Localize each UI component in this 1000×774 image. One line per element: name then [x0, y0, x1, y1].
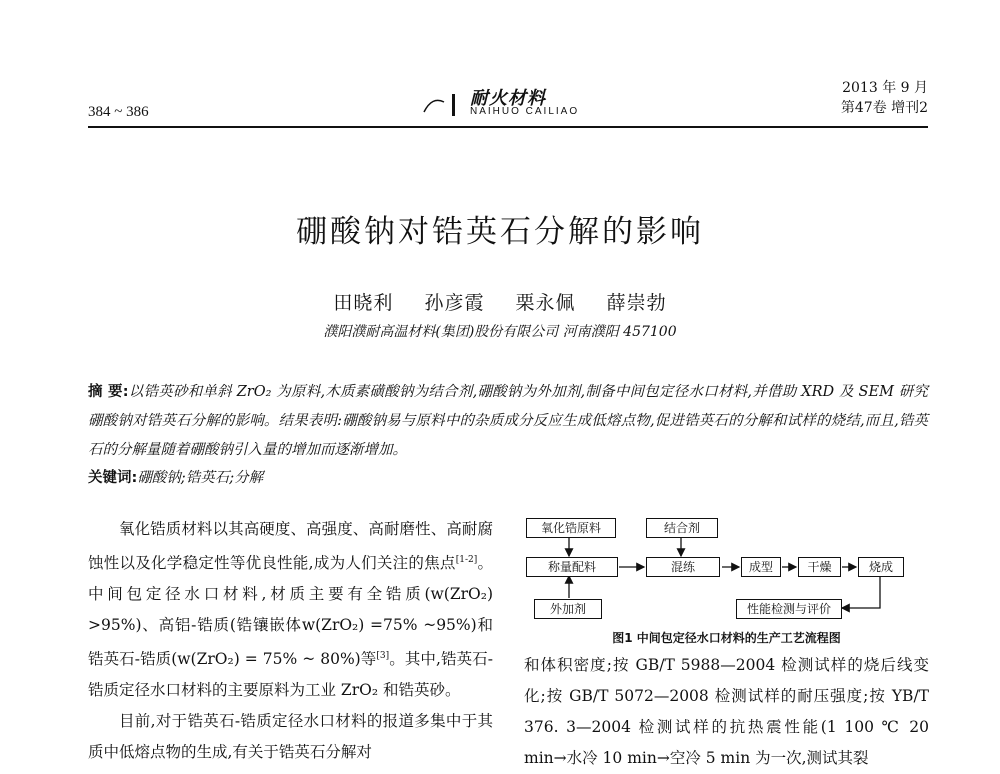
box-weighing: 称量配料 — [526, 557, 618, 577]
box-zirconia: 氧化锆原料 — [526, 518, 616, 538]
box-additive: 外加剂 — [534, 599, 602, 619]
text-run: 。其中,锆英石-锆质定径水口材料的主要原料为工业 ZrO₂ 和锆英砂。 — [88, 650, 493, 700]
figure-caption: 图1 中间包定径水口材料的生产工艺流程图 — [612, 631, 841, 645]
keywords-label: 关键词: — [88, 470, 138, 486]
process-flowchart — [524, 510, 929, 628]
citation: [1-2] — [455, 555, 478, 565]
box-testing: 性能检测与评价 — [736, 599, 842, 619]
page-range: 384 ~ 386 — [88, 104, 149, 120]
affiliation: 濮阳濮耐高温材料(集团)股份有限公司 河南濮阳 457100 — [323, 324, 677, 340]
journal-masthead — [420, 80, 600, 126]
author-list — [0, 288, 1000, 315]
paragraph — [88, 514, 493, 706]
box-binder: 结合剂 — [646, 518, 718, 538]
body-left-column — [88, 514, 493, 768]
issue-date: 2013 年 9 月 — [842, 80, 928, 96]
paragraph: 目前,对于锆英石-锆质定径水口材料的报道多集中于其质中低熔点物的生成,有关于锆英石分解对 — [88, 712, 493, 762]
abstract — [88, 378, 928, 465]
author: 栗永佩 — [515, 292, 576, 314]
keywords-text: 硼酸钠;锆英石;分解 — [137, 470, 264, 486]
journal-pinyin: NAIHUO CAILIAO — [470, 106, 580, 117]
issue-volume: 第47卷 增刊2 — [840, 100, 928, 116]
keywords — [88, 466, 263, 487]
body-right-column: 和体积密度;按 GB/T 5988—2004 检测试样的烧后线变化;按 GB/T 5072—2008 检测试样的耐压强度;按 YB/T 376. 3—2004 检测试样的抗热震性能(1 100 ℃ 20 min→水冷 10 min→空冷 5 min 为一次,测试其裂 — [524, 656, 929, 767]
journal-name: 耐火材料 — [470, 88, 546, 109]
issue-info — [841, 78, 928, 118]
author: 孙彦霞 — [424, 292, 485, 314]
paper-title: 硼酸钠对锆英石分解的影响 — [296, 214, 704, 250]
text-run: 。中间包定径水口材料,材质主要有全锆质(w(ZrO₂) >95%)、高铝-锆质(锆镶嵌体w(ZrO₂) =75% ~95%)和锆英石-锆质(w(ZrO₂) = 75% ~ 80%)等 — [88, 554, 493, 669]
box-firing: 烧成 — [858, 557, 904, 577]
box-forming: 成型 — [741, 557, 781, 577]
author: 田晓利 — [333, 292, 394, 314]
author: 薛崇勃 — [606, 292, 667, 314]
abstract-label: 摘 要: — [88, 384, 129, 400]
box-mixing: 混练 — [646, 557, 720, 577]
header-rule — [88, 126, 928, 128]
abstract-text: 以锆英砂和单斜 ZrO₂ 为原料,木质素磺酸钠为结合剂,硼酸钠为外加剂,制备中间包定径水口材料,并借助 XRD 及 SEM 研究硼酸钠对锆英石分解的影响。结果表明:硼酸钠易与原料中的杂质成分反应生成低熔点物,促进锆英石的分解和试样的烧结,而且,锆英石的分解量随着硼酸钠引入量的增加而逐渐增加。 — [88, 384, 928, 458]
text-run: 氧化锆质材料以其高硬度、高强度、高耐磨性、高耐腐蚀性以及化学稳定性等优良性能,成为人们关注的焦点 — [88, 520, 493, 573]
box-drying: 干燥 — [798, 557, 841, 577]
citation: [3] — [376, 651, 390, 662]
journal-logo-icon — [420, 90, 460, 118]
